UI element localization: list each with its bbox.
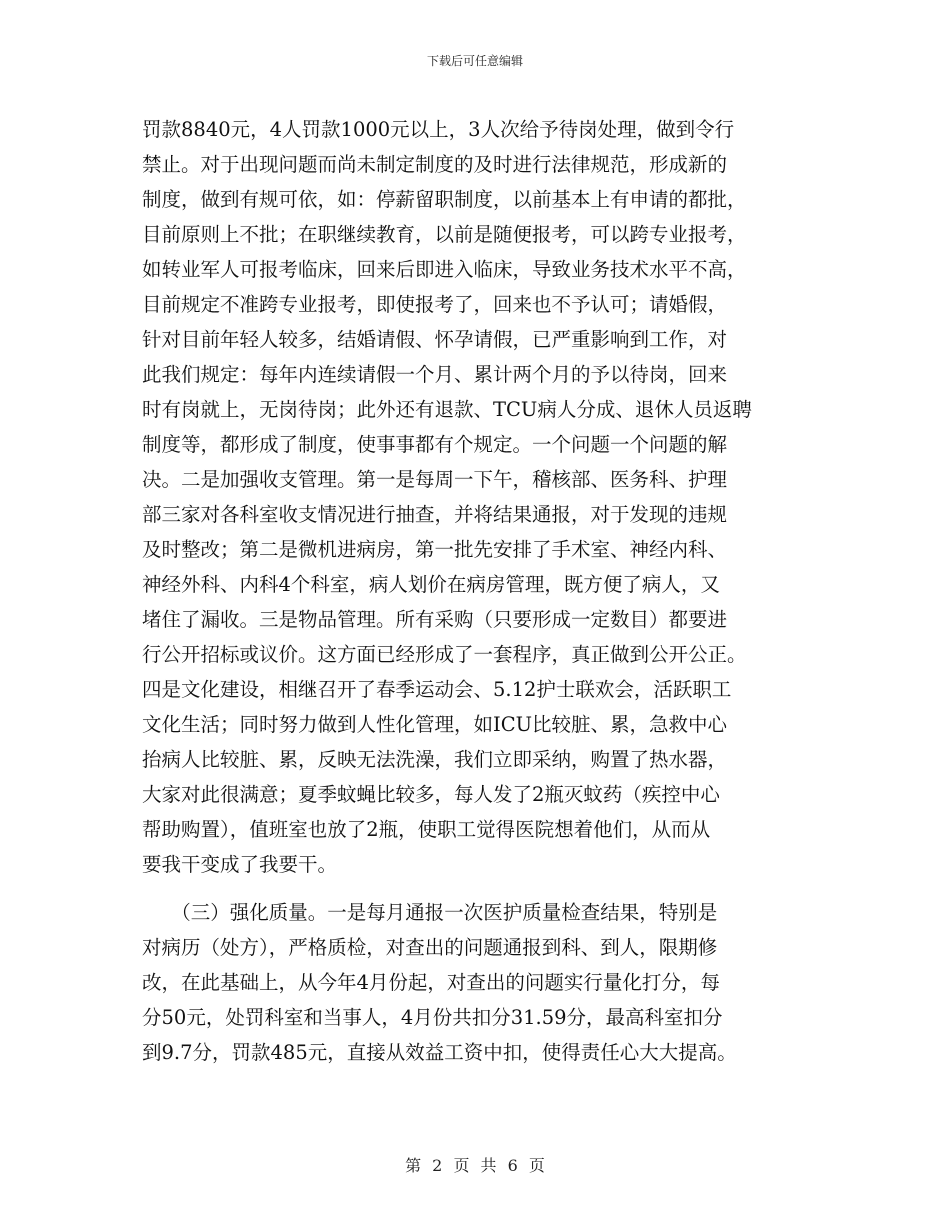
text-line: 如转业军人可报考临床，回来后即进入临床，导致业务技术水平不高，	[142, 258, 747, 281]
document-body	[142, 112, 822, 1070]
text-line: 要我干变成了我要干。	[142, 853, 338, 876]
text-line: 抬病人比较脏、累，反映无法洗澡，我们立即采纳，购置了热水器，	[142, 748, 728, 771]
text-line: 大家对此很满意；夏季蚊蝇比较多，每人发了2瓶灭蚊药（疾控中心	[142, 783, 720, 806]
text-line: 部三家对各科室收支情况进行抽查，并将结果通报，对于发现的违规	[142, 503, 728, 526]
text-line: 罚款8840元，4人罚款1000元以上，3人次给予待岗处理，做到令行	[142, 118, 735, 141]
text-line: 此我们规定：每年内连续请假一个月、累计两个月的予以待岗，回来	[142, 363, 728, 386]
text-line: 制度等，都形成了制度，使事事都有个规定。一个问题一个问题的解	[142, 433, 728, 456]
text-line: 帮助购置），值班室也放了2瓶，使职工觉得医院想着他们，从而从	[142, 818, 711, 841]
text-line: 到9.7分，罚款485元，直接从效益工资中扣，使得责任心大大提高。	[142, 1041, 737, 1064]
text-line: 神经外科、内科4个科室，病人划价在病房管理，既方便了病人，又	[142, 573, 720, 596]
text-line: 对病历（处方），严格质检，对查出的问题通报到科、到人，限期修	[142, 936, 718, 959]
text-line: 文化生活；同时努力做到人性化管理，如ICU比较脏、累，急救中心	[142, 713, 728, 736]
text-line: 分50元，处罚科室和当事人，4月份共扣分31.59分，最高科室扣分	[142, 1006, 723, 1029]
text-line: 制度，做到有规可依，如：停薪留职制度，以前基本上有申请的都批，	[142, 188, 747, 211]
page-header: 下载后可任意编辑	[426, 54, 523, 68]
text-line: 四是文化建设，相继召开了春季运动会、5.12护士联欢会，活跃职工	[142, 678, 732, 701]
text-line: 及时整改；第二是微机进病房，第一批先安排了手术室、神经内科、	[142, 538, 728, 561]
paragraph	[142, 895, 822, 1070]
text-line: 改，在此基础上，从今年4月份起，对查出的问题实行量化打分，每	[142, 971, 720, 994]
paragraph	[142, 112, 822, 882]
text-line: 目前原则上不批；在职继续教育，以前是随便报考，可以跨专业报考，	[142, 223, 747, 246]
text-line: 堵住了漏收。三是物品管理。所有采购（只要形成一定数目）都要进	[142, 608, 728, 631]
page-number-footer: 第 2 页 共 6 页	[405, 1156, 545, 1175]
text-line: 时有岗就上，无岗待岗；此外还有退款、TCU病人分成、退休人员返聘	[142, 398, 752, 421]
text-line: 目前规定不准跨专业报考，即使报考了，回来也不予认可；请婚假，	[142, 293, 728, 316]
text-line: 针对目前年轻人较多，结婚请假、怀孕请假，已严重影响到工作，对	[142, 328, 728, 351]
text-line: 行公开招标或议价。这方面已经形成了一套程序，真正做到公开公正。	[142, 643, 747, 666]
text-line: 决。二是加强收支管理。第一是每周一下午，稽核部、医务科、护理	[142, 468, 728, 491]
text-line: （三）强化质量。一是每月通报一次医护质量检查结果，特别是	[142, 901, 718, 924]
text-line: 禁止。对于出现问题而尚未制定制度的及时进行法律规范，形成新的	[142, 153, 728, 176]
paragraph-spacing	[142, 882, 822, 895]
